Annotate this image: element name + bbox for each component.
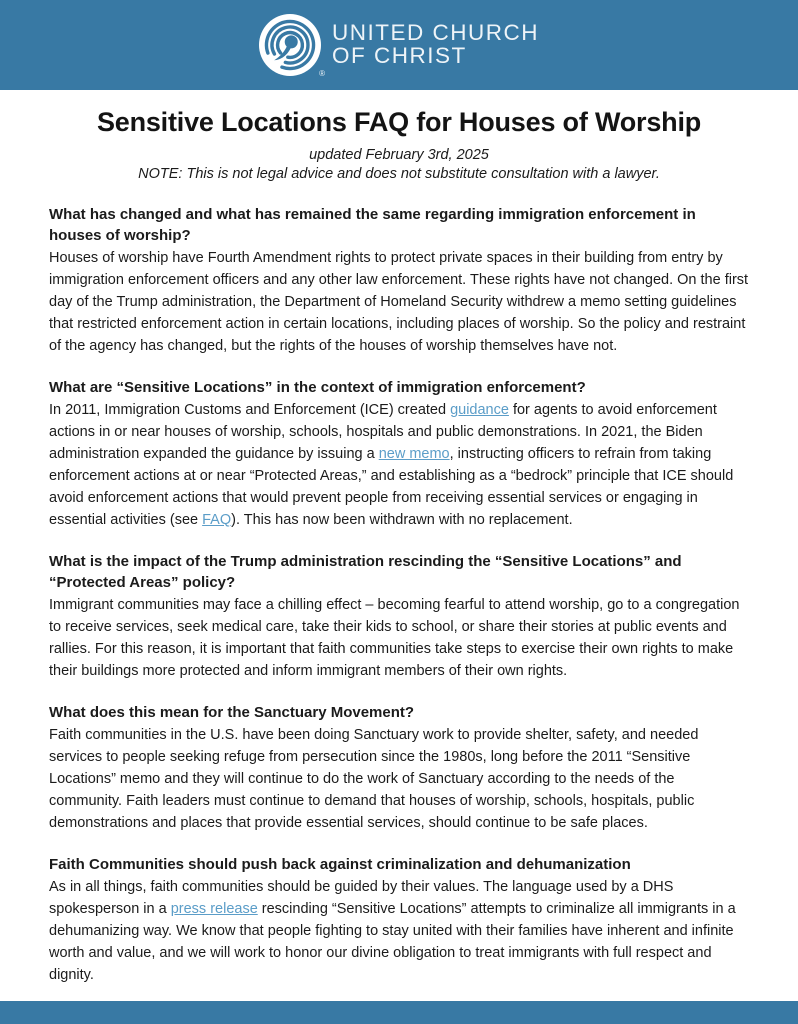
ucc-logo-icon xyxy=(259,14,325,78)
link-faq[interactable]: FAQ xyxy=(202,512,232,528)
section-paragraph xyxy=(49,724,749,834)
faq-section xyxy=(49,551,749,682)
registered-trademark-mark: ® xyxy=(319,69,325,78)
faq-sections xyxy=(49,204,749,986)
legal-note: NOTE: This is not legal advice and does not substitute consultation with a lawyer. xyxy=(138,166,660,182)
text-run: Faith communities in the U.S. have been doing Sanctuary work to provide shelter, safety, and needed services to people seeking refuge from persecution since the 1980s, long before the 2011 “Sensitive Locations” memo and they will continue to do the work of Sanctuary according to the needs of the community. Faith leaders must continue to demand that houses of worship, schools, hospitals, public demonstrations and places that provide essential services, should continue to be safe places. xyxy=(49,727,699,831)
faq-section xyxy=(49,377,749,531)
section-heading: What is the impact of the Trump administration rescinding the “Sensitive Locations” and “Protected Areas” policy? xyxy=(49,553,682,591)
text-run: In 2011, Immigration Customs and Enforcement (ICE) created xyxy=(49,402,451,418)
text-run: Houses of worship have Fourth Amendment rights to protect private spaces in their building from entry by immigration enforcement officers and any other law enforcement. These rights have not changed. On the first day of the Trump administration, the Department of Homeland Security withdrew a memo setting guidelines that restricted enforcement action in certain locations, including places of worship. So the policy and restraint of the agency has changed, but the rights of the houses of worship themselves have not. xyxy=(49,250,749,354)
org-wordmark xyxy=(332,22,539,68)
link-guidance[interactable]: guidance xyxy=(450,402,509,418)
section-heading: What are “Sensitive Locations” in the context of immigration enforcement? xyxy=(49,379,586,396)
page-title: Sensitive Locations FAQ for Houses of Worship xyxy=(96,107,702,137)
faq-section xyxy=(49,204,749,357)
section-paragraph xyxy=(49,594,749,682)
link-press-release[interactable]: press release xyxy=(170,901,258,917)
document-body xyxy=(0,107,798,986)
text-run: As in all things, faith communities should be guided by their values. The language used by a DHS spokesperson in a xyxy=(49,879,674,917)
section-paragraph xyxy=(49,876,749,986)
section-heading: What does this mean for the Sanctuary Movement? xyxy=(49,704,415,721)
link-new-memo[interactable]: new memo xyxy=(378,446,450,462)
updated-date: updated February 3rd, 2025 xyxy=(309,147,489,163)
text-run: rescinding “Sensitive Locations” attempts to criminalize all immigrants in a dehumanizing way. We know that people fighting to stay united with their families have inherent and infinite worth and value, and we will work to honor our divine obligation to treat immigrants with full respect and dignity. xyxy=(49,901,736,983)
section-paragraph xyxy=(49,399,749,531)
org-name-line1: UNITED CHURCH xyxy=(332,20,539,46)
footer-bar xyxy=(0,1001,798,1024)
org-name-line2: OF CHRIST xyxy=(332,43,467,68)
section-heading: What has changed and what has remained the same regarding immigration enforcement in houses of worship? xyxy=(49,206,696,244)
section-heading: Faith Communities should push back against criminalization and dehumanization xyxy=(49,856,631,873)
faq-section xyxy=(49,702,749,834)
text-run: ). This has now been withdrawn with no replacement. xyxy=(231,512,573,528)
page-header xyxy=(0,0,798,90)
text-run: Immigrant communities may face a chilling effect – becoming fearful to attend worship, go to a congregation to receive services, seek medical care, take their kids to school, or share their stories at public events and rallies. For this reason, it is important that faith communities take steps to exercise their own rights to make their buildings more protected and inform immigrant members of their own rights. xyxy=(49,597,740,679)
faq-section xyxy=(49,854,749,986)
text-run: , instructing officers to refrain from taking enforcement actions at or near “Protected Areas,” and establishing as a “bedrock” principle that ICE should avoid enforcement actions that would prevent people from receiving essential services or engaging in essential activities (see xyxy=(49,446,734,528)
text-run: for agents to avoid enforcement actions in or near houses of worship, schools, hospitals and public demonstrations. In 2021, the Biden administration expanded the guidance by issuing a xyxy=(49,402,717,462)
section-paragraph xyxy=(49,247,749,357)
ucc-logo xyxy=(259,14,539,76)
